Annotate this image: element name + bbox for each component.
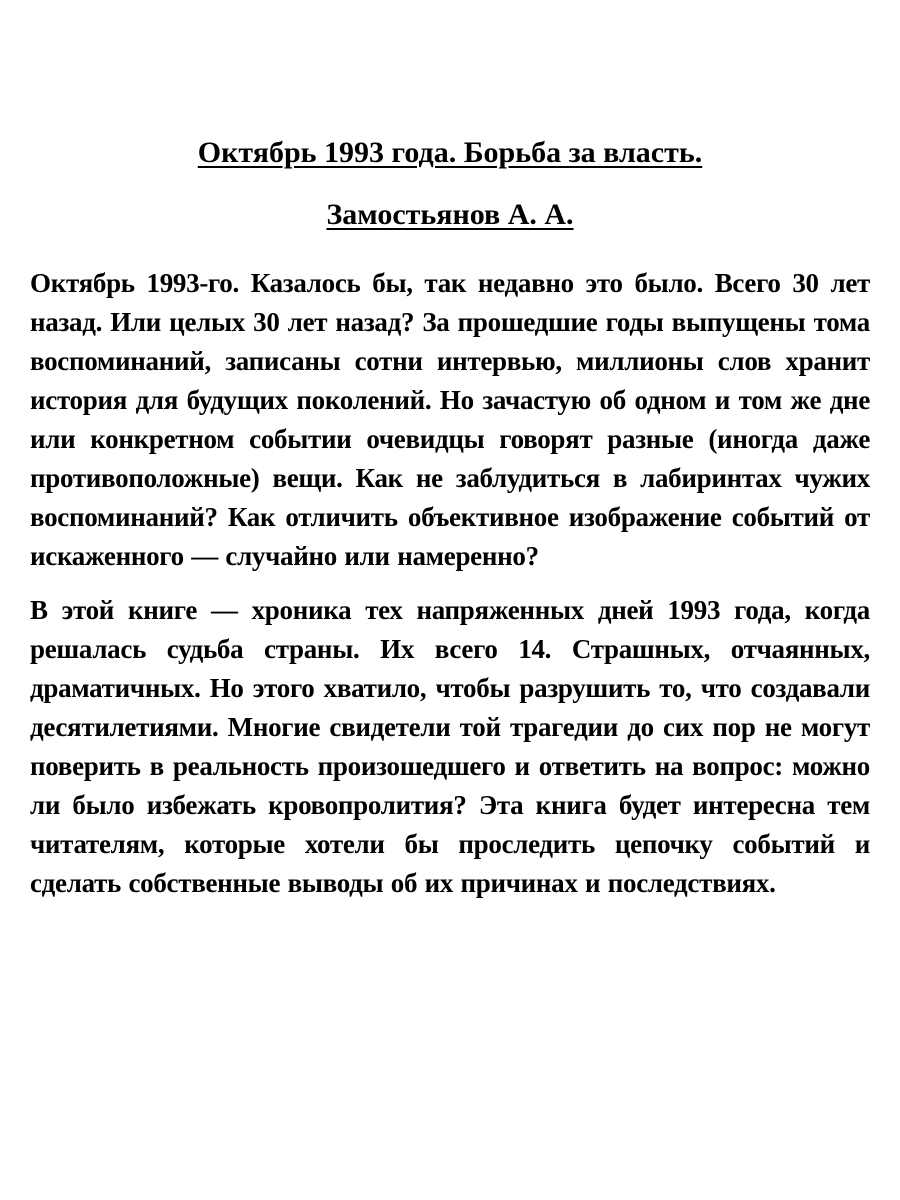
document-title: Октябрь 1993 года. Борьба за власть. — [197, 136, 703, 169]
document-author: Замостьянов А. А. — [326, 198, 574, 231]
paragraph-book-description: В этой книге — хроника тех напряженных дней 1993 года, когда решалась судьба страны. Их всего 14. Страшных, отчаянных, драматичных. Но этого хватило, чтобы разрушить то, что создавали десятилетиями. Многие свидетели той трагедии до сих пор не могут поверить в реальность произошедшего и ответить на вопрос: можно ли было избежать кровопролития? Эта книга будет интересна тем читателям, которые хотели бы проследить цепочку событий и сделать собственные выводы об их причинах и последствиях. — [30, 595, 870, 898]
paragraph-intro: Октябрь 1993-го. Казалось бы, так недавно это было. Всего 30 лет назад. Или целых 30 лет назад? За прошедшие годы выпущены тома воспоминаний, записаны сотни интервью, миллионы слов хранит история для будущих поколений. Но зачастую об одном и том же дне или конкретном событии очевидцы говорят разные (иногда даже противоположные) вещи. Как не заблудиться в лабиринтах чужих воспоминаний? Как отличить объективное изображение событий от искаженного — случайно или намеренно? — [30, 268, 870, 571]
